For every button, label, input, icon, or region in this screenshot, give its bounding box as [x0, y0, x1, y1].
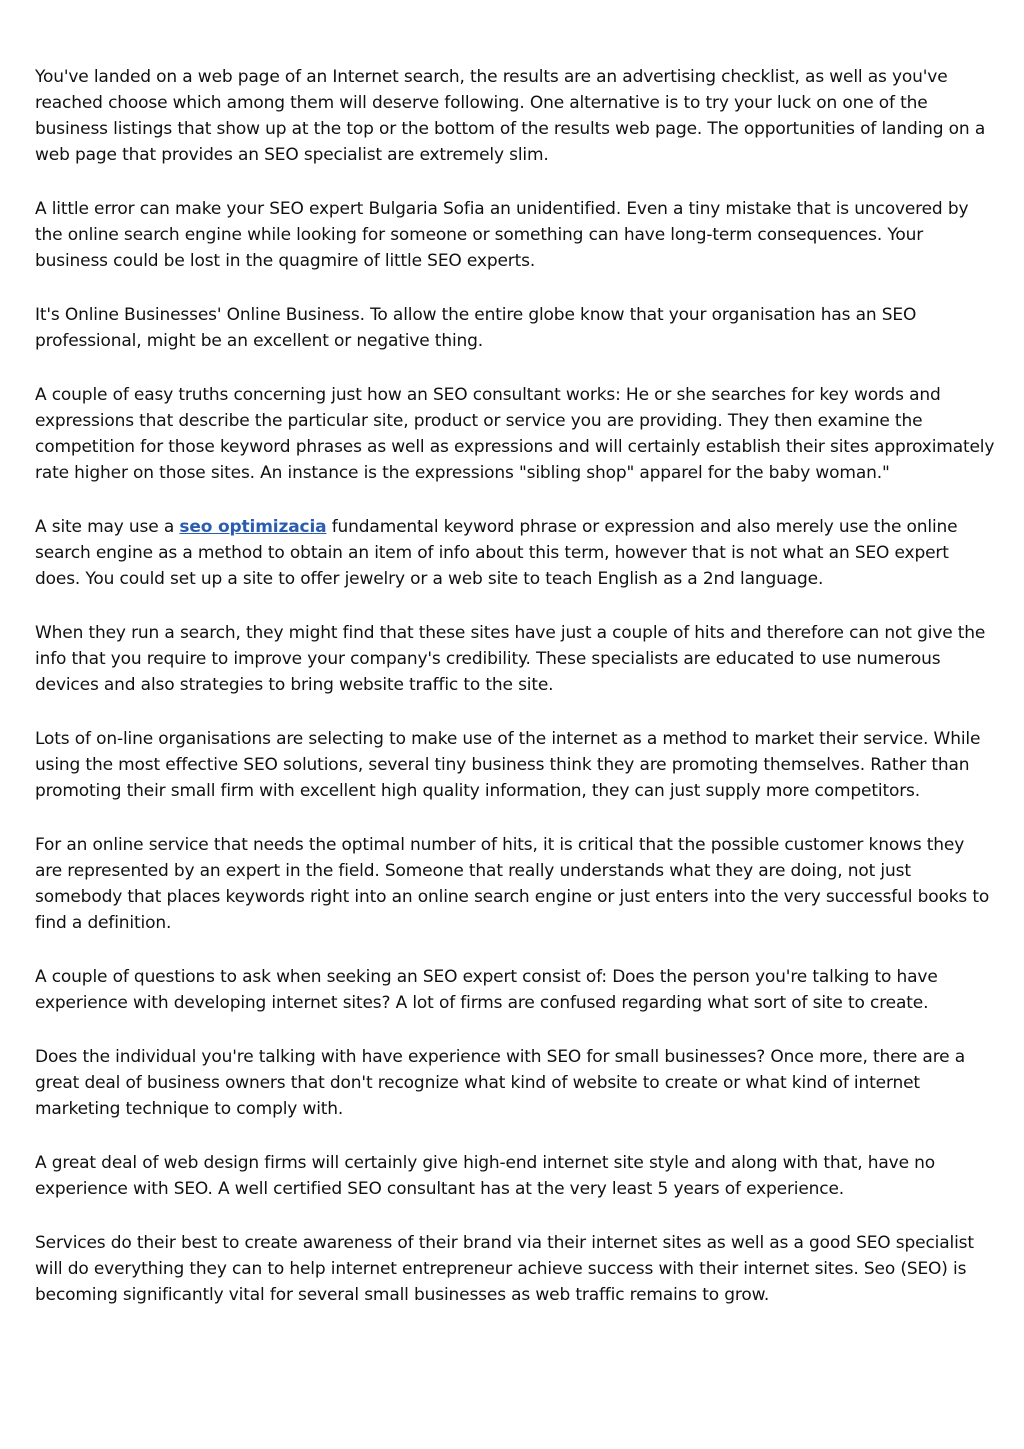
- paragraph-4: [35, 382, 995, 486]
- paragraph-text: When they run a search, they might find that these sites have just a couple of hits and therefore can not give the info that you require to improve your company's credibility. These specialists are educated to use numerous devices and also strategies to bring website traffic to the site.: [35, 623, 986, 695]
- paragraph-text: A little error can make your SEO expert Bulgaria Sofia an unidentified. Even a tiny mistake that is uncovered by the online search engine while looking for someone or something can have long-term consequences. Your business could be lost in the quagmire of little SEO experts.: [35, 199, 969, 271]
- paragraph-9: [35, 964, 995, 1016]
- paragraph-text-before-link: A site may use a: [35, 517, 180, 537]
- paragraph-text: Does the individual you're talking with have experience with SEO for small businesses? Once more, there are a great deal of business owners that don't recognize what kind of website to create or what kind of internet marketing technique to comply with.: [35, 1047, 965, 1119]
- paragraph-text: A couple of questions to ask when seeking an SEO expert consist of: Does the person you're talking to have experience with developing internet sites? A lot of firms are confused regarding what sort of site to create.: [35, 967, 938, 1013]
- paragraph-text: A great deal of web design firms will certainly give high-end internet site style and along with that, have no experience with SEO. A well certified SEO consultant has at the very least 5 years of experience.: [35, 1153, 936, 1199]
- paragraph-10: [35, 1044, 995, 1122]
- seo-optimizacia-link[interactable]: seo optimizacia: [179, 517, 327, 537]
- paragraph-5: [35, 514, 995, 592]
- paragraph-3: [35, 302, 995, 354]
- document-body: [35, 64, 995, 1336]
- paragraph-text: Lots of on-line organisations are selecting to make use of the internet as a method to market their service. While using the most effective SEO solutions, several tiny business think they are promoting themselves. Rather than promoting their small firm with excellent high quality information, they can just supply more competitors.: [35, 729, 981, 801]
- paragraph-text: You've landed on a web page of an Internet search, the results are an advertising checklist, as well as you've reached choose which among them will deserve following. One alternative is to try your luck on one of the business listings that show up at the top or the bottom of the results web page. The opportunities of landing on a web page that provides an SEO specialist are extremely slim.: [35, 67, 986, 165]
- paragraph-12: [35, 1230, 995, 1308]
- paragraph-text: A couple of easy truths concerning just how an SEO consultant works: He or she searches for key words and expressions that describe the particular site, product or service you are providing. They then examine the competition for those keyword phrases as well as expressions and will certainly establish their sites approximately rate higher on those sites. An instance is the expressions "sibling shop" apparel for the baby woman.": [35, 385, 995, 483]
- paragraph-6: [35, 620, 995, 698]
- paragraph-2: [35, 196, 995, 274]
- paragraph-text: Services do their best to create awareness of their brand via their internet sites as well as a good SEO specialist will do everything they can to help internet entrepreneur achieve success with their internet sites. Seo (SEO) is becoming significantly vital for several small businesses as web traffic remains to grow.: [35, 1233, 974, 1305]
- paragraph-11: [35, 1150, 995, 1202]
- paragraph-text: For an online service that needs the optimal number of hits, it is critical that the possible customer knows they are represented by an expert in the field. Someone that really understands what they are doing, not just somebody that places keywords right into an online search engine or just enters into the very successful books to find a definition.: [35, 835, 990, 933]
- paragraph-text-after-link: fundamental keyword phrase or expression and also merely use the online search engine as a method to obtain an item of info about this term, however that is not what an SEO expert does. You could set up a site to offer jewelry or a web site to teach English as a 2nd language.: [35, 517, 958, 589]
- paragraph-text: It's Online Businesses' Online Business. To allow the entire globe know that your organisation has an SEO professional, might be an excellent or negative thing.: [35, 305, 917, 351]
- paragraph-8: [35, 832, 995, 936]
- paragraph-1: [35, 64, 995, 168]
- paragraph-7: [35, 726, 995, 804]
